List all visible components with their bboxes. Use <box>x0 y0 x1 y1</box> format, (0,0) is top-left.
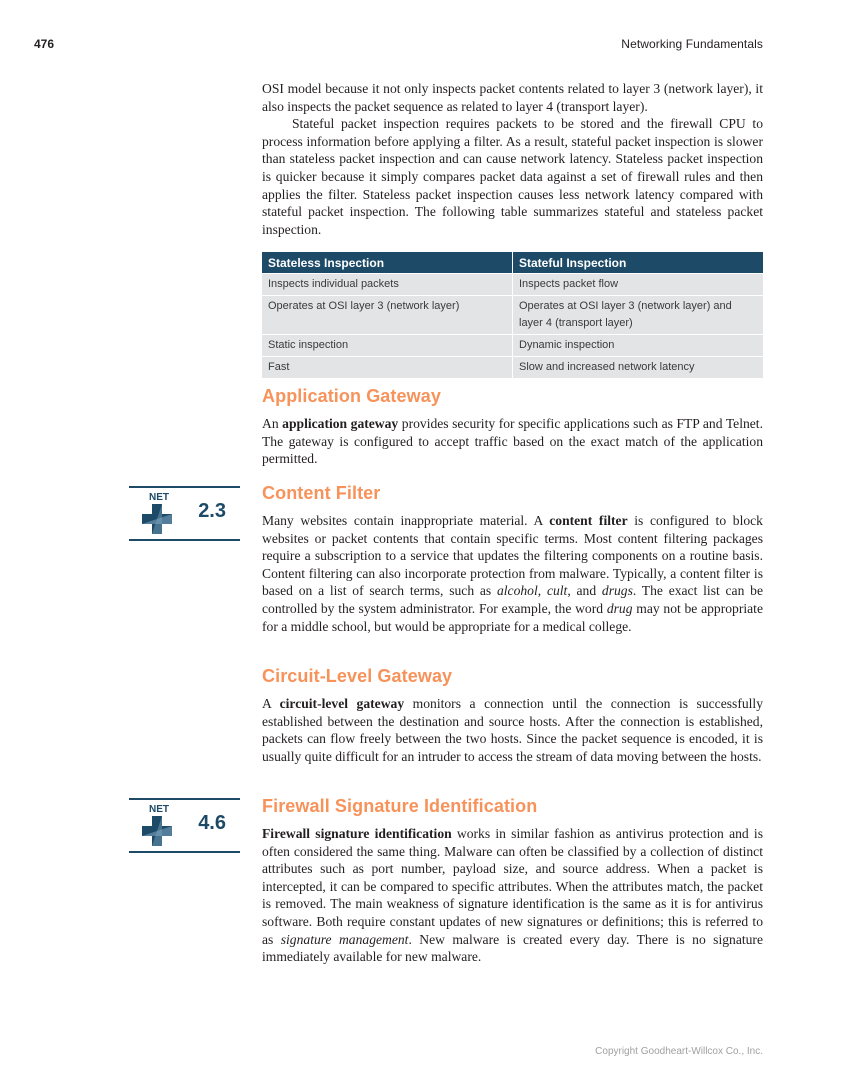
text-run: , <box>537 583 547 599</box>
table-cell: Operates at OSI layer 3 (network layer) <box>262 296 513 335</box>
italic-term: drug <box>606 600 633 616</box>
italic-term: drugs <box>601 583 633 599</box>
net-objective-number: 4.6 <box>198 812 226 834</box>
table-row <box>262 335 763 357</box>
key-term: content filter <box>549 513 628 528</box>
plus-icon <box>142 504 172 534</box>
text-run: A <box>262 696 280 711</box>
net-label: NET <box>149 804 169 815</box>
table-cell: Dynamic inspection <box>513 335 764 357</box>
text-run: An <box>262 416 283 431</box>
table-header-stateful: Stateful Inspection <box>513 252 764 274</box>
section-circuit-level-gateway <box>262 666 763 765</box>
key-term: circuit-level gateway <box>279 696 405 711</box>
heading-firewall-signature: Firewall Signature Identification <box>262 796 538 816</box>
table-header-row <box>262 252 763 274</box>
page-number: 476 <box>34 37 55 51</box>
plus-icon <box>142 816 172 846</box>
table-cell: Inspects packet flow <box>513 274 764 296</box>
text-run: . The exact list can be controlled by the system administrator. For example, the word <box>262 583 763 616</box>
net-label: NET <box>149 492 169 503</box>
table-header-stateless: Stateless Inspection <box>262 252 513 274</box>
section-content-filter <box>262 483 763 635</box>
text-run: provides security for specific applications such as FTP and Telnet. The gateway is configured to accept traffic based on the exact match of the application permitted. <box>262 416 763 467</box>
running-header: Networking Fundamentals <box>621 37 763 51</box>
text-run: monitors a connection until the connection is successfully established between the destination and source hosts. After the connection is established, packets can flow freely between the two hosts. Since the packet sequence is encoded, it is usually quite difficult for an intruder to access the stream of data moving between the hosts. <box>262 696 763 764</box>
table-cell: Static inspection <box>262 335 513 357</box>
intro-paragraph-2: Stateful packet inspection requires packets to be stored and the firewall CPU to process information before applying a filter. As a result, stateful packet inspection is slower than stateless packet inspection and can cause network latency. Stateless packet inspection is quicker because it simply compares packet data against a set of firewall rules and then applies the filter. Stateless packet inspection causes less network latency compared with stateful packet inspection. The following table summarizes stateful and stateless packet inspection. <box>262 116 763 237</box>
section-firewall-signature <box>262 796 763 966</box>
application-gateway-paragraph <box>262 415 763 468</box>
text-run: , and <box>567 583 602 599</box>
net-objective-badge <box>129 486 240 541</box>
content-filter-paragraph <box>262 512 763 635</box>
table-cell: Fast <box>262 357 513 379</box>
intro-paragraph-1: OSI model because it not only inspects packet contents related to layer 3 (network layer), it also inspects the packet sequence as related to layer 4 (transport layer). <box>262 81 763 114</box>
text-run: Many websites contain inappropriate material. A <box>262 513 550 528</box>
section-application-gateway <box>262 386 763 468</box>
italic-term: alcohol <box>496 583 538 599</box>
inspection-table-wrapper <box>262 252 763 378</box>
signature-paragraph <box>262 825 763 966</box>
text-run: is configured to block websites or packet contents that contain specific terms. Most content filtering packages require a subscription to a service that updates the filtering components on a routine basis. Content filtering can also incorporate protection from malware. Typically, a content filter is based on a list of search terms, such as <box>262 513 763 599</box>
table-row <box>262 274 763 296</box>
table-row <box>262 296 763 335</box>
italic-term: cult <box>546 583 568 599</box>
key-term: Firewall signature identification <box>262 826 452 841</box>
text-run: works in similar fashion as antivirus protection and is often considered the same thing. Malware can often be classified by a collection of distinct attributes such as port number, payload size, and source address. When a packet is intercepted, it can be compared to specific attributes. When the attributes match, the packet is removed. The main weakness of signature identification is the same as it is for antivirus software. Both require constant updates of new signatures or definitions; this is referred to as <box>262 826 763 947</box>
heading-content-filter: Content Filter <box>262 483 381 503</box>
table-cell: Inspects individual packets <box>262 274 513 296</box>
table-cell: Slow and increased network latency <box>513 357 764 379</box>
heading-circuit-level-gateway: Circuit-Level Gateway <box>262 666 453 686</box>
table-cell: Operates at OSI layer 3 (network layer) and layer 4 (transport layer) <box>513 296 764 335</box>
key-term: application gateway <box>282 416 399 431</box>
intro-text <box>262 80 763 238</box>
inspection-comparison-table <box>262 252 763 378</box>
net-objective-badge <box>129 798 240 853</box>
text-run: may not be appropriate for a middle school, but would be appropriate for a medical college. <box>262 600 763 634</box>
circuit-gateway-paragraph <box>262 695 763 765</box>
table-row <box>262 357 763 379</box>
heading-application-gateway: Application Gateway <box>262 386 441 406</box>
text-run: . New malware is created every day. There is no signature immediately available for new malware. <box>262 931 763 965</box>
italic-term: signature management <box>280 931 409 947</box>
net-objective-number: 2.3 <box>198 500 226 522</box>
copyright-footer: Copyright Goodheart-Willcox Co., Inc. <box>595 1046 763 1057</box>
